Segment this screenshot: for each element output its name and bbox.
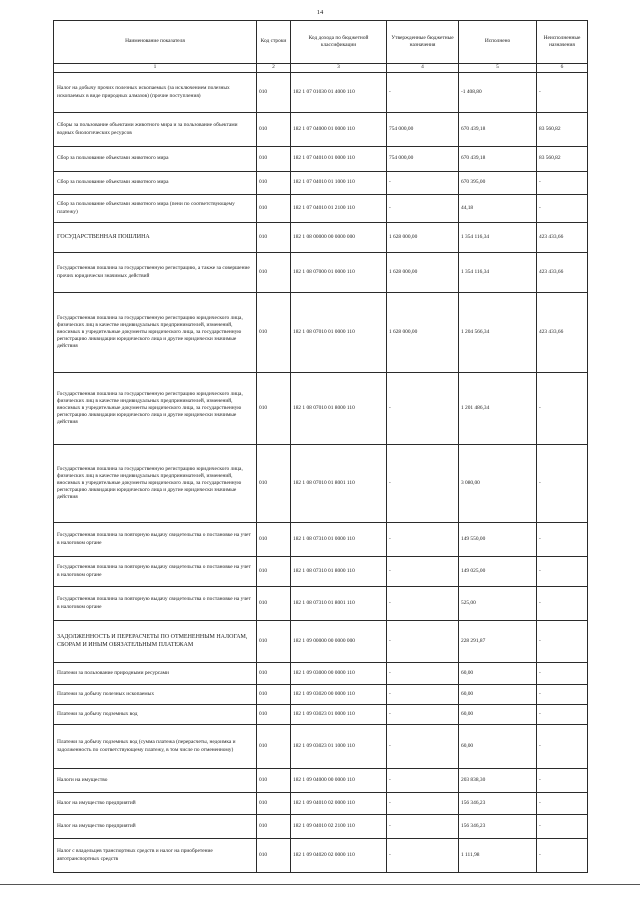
row-unexecuted: - — [537, 815, 588, 839]
header-approved: Утвержденные бюджетные назначения — [387, 21, 459, 64]
row-unexecuted: - — [537, 725, 588, 769]
row-name: Платежи за добычу подземных вод (сумма платежа (перерасчеты, недоимка и задолженность по соответствующему платежу, в том числе по отмененному) — [54, 725, 257, 769]
page-number: 14 — [316, 9, 324, 16]
row-approved: - — [387, 523, 459, 557]
row-approved: - — [387, 373, 459, 445]
row-income-code: 182 1 08 00000 00 0000 000 — [291, 223, 387, 253]
row-approved: - — [387, 705, 459, 725]
row-line-code: 010 — [257, 73, 291, 113]
row-executed: 670 439,18 — [459, 147, 537, 172]
row-approved: 1 628 000,00 — [387, 293, 459, 373]
row-executed: -1 408,80 — [459, 73, 537, 113]
row-line-code: 010 — [257, 557, 291, 587]
row-income-code: 182 1 07 04000 01 0000 110 — [291, 113, 387, 147]
row-line-code: 010 — [257, 793, 291, 815]
row-executed: 228 291,87 — [459, 621, 537, 663]
row-approved: 754 000,00 — [387, 113, 459, 147]
row-line-code: 010 — [257, 705, 291, 725]
header-executed: Исполнено — [459, 21, 537, 64]
row-line-code: 010 — [257, 223, 291, 253]
row-name: Налог на имущество предприятий — [54, 793, 257, 815]
row-income-code: 182 1 08 07010 01 0000 110 — [291, 293, 387, 373]
row-income-code: 182 1 07 04010 01 1000 110 — [291, 172, 387, 195]
table-row — [54, 195, 588, 223]
row-approved: - — [387, 557, 459, 587]
row-approved: - — [387, 725, 459, 769]
table-row — [54, 73, 588, 113]
column-number: 3 — [291, 64, 387, 73]
row-name: Сбор за пользование объектами животного мира (пени по соответствующему платежу) — [54, 195, 257, 223]
row-approved: - — [387, 685, 459, 705]
row-executed: 60,00 — [459, 663, 537, 685]
row-line-code: 010 — [257, 195, 291, 223]
row-income-code: 182 1 08 07310 01 8001 110 — [291, 587, 387, 621]
table-row — [54, 793, 588, 815]
row-income-code: 182 1 07 04010 01 0000 110 — [291, 147, 387, 172]
row-income-code: 182 1 09 04010 02 0000 110 — [291, 793, 387, 815]
row-executed: 149 550,00 — [459, 523, 537, 557]
row-executed: 156 346,23 — [459, 815, 537, 839]
row-line-code: 010 — [257, 839, 291, 873]
row-approved: - — [387, 195, 459, 223]
table-row — [54, 113, 588, 147]
row-executed: 1 354 116,34 — [459, 223, 537, 253]
row-income-code: 182 1 09 04020 02 0000 110 — [291, 839, 387, 873]
table-row — [54, 557, 588, 587]
table-row — [54, 621, 588, 663]
row-name: Государственная пошлина за повторную выдачу свидетельства о постановке на учет в налоговом органе — [54, 587, 257, 621]
table-row — [54, 253, 588, 293]
row-income-code: 182 1 09 00000 00 0000 000 — [291, 621, 387, 663]
row-approved: - — [387, 445, 459, 523]
row-name: Государственная пошлина за государственную регистрацию юридического лица, физических лиц в качестве индивидуальных предпринимателей, изменений, вносимых в учредительные документы юридического лица, за государственную регистрацию ликвидации юридического лица и другие юридически значимые действия — [54, 293, 257, 373]
footer-divider — [0, 884, 640, 885]
row-unexecuted: - — [537, 73, 588, 113]
row-unexecuted: - — [537, 839, 588, 873]
column-number: 4 — [387, 64, 459, 73]
column-number-row — [54, 64, 588, 73]
row-name: Сбор за пользование объектами животного мира — [54, 172, 257, 195]
row-name: Сбор за пользование объектами животного мира — [54, 147, 257, 172]
row-unexecuted: - — [537, 705, 588, 725]
table-row — [54, 523, 588, 557]
row-unexecuted: - — [537, 663, 588, 685]
row-approved: 1 628 000,00 — [387, 253, 459, 293]
row-income-code: 182 1 09 04010 02 2100 110 — [291, 815, 387, 839]
row-executed: 149 025,00 — [459, 557, 537, 587]
table-row — [54, 725, 588, 769]
row-name: Государственная пошлина за государственную регистрацию юридического лица, физических лиц в качестве индивидуальных предпринимателей, изменений, вносимых в учредительные документы юридического лица, за государственную регистрацию ликвидации юридического лица и другие юридически значимые действия — [54, 373, 257, 445]
row-income-code: 182 1 08 07010 01 8000 110 — [291, 373, 387, 445]
row-line-code: 010 — [257, 373, 291, 445]
row-line-code: 010 — [257, 685, 291, 705]
row-executed: 44,18 — [459, 195, 537, 223]
row-name: Налог с владельцев транспортных средств и налог на приобретение автотранспортных средств — [54, 839, 257, 873]
row-approved: 754 000,00 — [387, 147, 459, 172]
row-income-code: 182 1 09 03020 00 0000 110 — [291, 685, 387, 705]
table-row — [54, 769, 588, 793]
column-number: 2 — [257, 64, 291, 73]
table-row — [54, 685, 588, 705]
row-executed: 670 395,00 — [459, 172, 537, 195]
row-line-code: 010 — [257, 113, 291, 147]
row-name: Государственная пошлина за государственную регистрацию юридического лица, физических лиц в качестве индивидуальных предпринимателей, изменений, вносимых в учредительные документы юридического лица, за государственную регистрацию ликвидации юридического лица и другие юридически значимые действия — [54, 445, 257, 523]
row-executed: 670 439,18 — [459, 113, 537, 147]
row-approved: - — [387, 793, 459, 815]
row-name: Государственная пошлина за повторную выдачу свидетельства о постановке на учет в налоговом органе — [54, 557, 257, 587]
row-executed: 1 201 486,34 — [459, 373, 537, 445]
row-line-code: 010 — [257, 621, 291, 663]
row-income-code: 182 1 09 03000 00 0000 110 — [291, 663, 387, 685]
column-number: 5 — [459, 64, 537, 73]
row-line-code: 010 — [257, 293, 291, 373]
row-approved: - — [387, 621, 459, 663]
row-income-code: 182 1 08 07010 01 8001 110 — [291, 445, 387, 523]
row-approved: - — [387, 587, 459, 621]
row-unexecuted: 83 560,82 — [537, 147, 588, 172]
table-row — [54, 445, 588, 523]
row-line-code: 010 — [257, 725, 291, 769]
row-name: Государственная пошлина за государственную регистрацию, а также за совершение прочих юридически значимых действий — [54, 253, 257, 293]
row-approved: - — [387, 839, 459, 873]
row-name: Государственная пошлина за повторную выдачу свидетельства о постановке на учет в налоговом органе — [54, 523, 257, 557]
row-executed: 1 354 116,34 — [459, 253, 537, 293]
row-unexecuted: - — [537, 793, 588, 815]
budget-execution-table — [53, 20, 588, 873]
row-approved: - — [387, 815, 459, 839]
row-income-code: 182 1 07 01030 01 4000 110 — [291, 73, 387, 113]
row-unexecuted: - — [537, 195, 588, 223]
row-executed: 156 346,23 — [459, 793, 537, 815]
row-line-code: 010 — [257, 445, 291, 523]
table-row — [54, 172, 588, 195]
row-unexecuted: 423 433,66 — [537, 223, 588, 253]
row-approved: 1 628 000,00 — [387, 223, 459, 253]
table-row — [54, 147, 588, 172]
header-line-code: Код строки — [257, 21, 291, 64]
row-income-code: 182 1 08 07310 01 0000 110 — [291, 523, 387, 557]
row-executed: 3 080,00 — [459, 445, 537, 523]
row-name: ГОСУДАРСТВЕННАЯ ПОШЛИНА — [54, 223, 257, 253]
row-unexecuted: - — [537, 373, 588, 445]
row-name: Налог на имущество предприятий — [54, 815, 257, 839]
row-executed: 1 204 566,34 — [459, 293, 537, 373]
row-unexecuted: - — [537, 172, 588, 195]
table-row — [54, 293, 588, 373]
table-row — [54, 587, 588, 621]
row-unexecuted: - — [537, 557, 588, 587]
column-number: 6 — [537, 64, 588, 73]
row-line-code: 010 — [257, 172, 291, 195]
table-row — [54, 705, 588, 725]
header-indicator-name: Наименование показателя — [54, 21, 257, 64]
row-line-code: 010 — [257, 523, 291, 557]
row-name: Сборы за пользование объектами животного мира и за пользование объектами водных биологических ресурсов — [54, 113, 257, 147]
row-approved: - — [387, 769, 459, 793]
row-line-code: 010 — [257, 769, 291, 793]
table-header-row — [54, 21, 588, 64]
row-unexecuted: 423 433,66 — [537, 293, 588, 373]
row-unexecuted: - — [537, 685, 588, 705]
column-number: 1 — [54, 64, 257, 73]
row-executed: 60,00 — [459, 705, 537, 725]
table-row — [54, 223, 588, 253]
row-executed: 525,00 — [459, 587, 537, 621]
row-executed: 60,00 — [459, 685, 537, 705]
row-line-code: 010 — [257, 587, 291, 621]
table-row — [54, 815, 588, 839]
row-income-code: 182 1 08 07000 01 0000 110 — [291, 253, 387, 293]
header-unexecuted: Неисполненные назначения — [537, 21, 588, 64]
table-row — [54, 663, 588, 685]
row-unexecuted: - — [537, 621, 588, 663]
row-line-code: 010 — [257, 815, 291, 839]
row-unexecuted: - — [537, 769, 588, 793]
row-executed: 60,00 — [459, 725, 537, 769]
row-name: Платежи за добычу подземных вод — [54, 705, 257, 725]
row-unexecuted: 423 433,66 — [537, 253, 588, 293]
table-row — [54, 839, 588, 873]
row-income-code: 182 1 07 04010 01 2100 110 — [291, 195, 387, 223]
row-approved: - — [387, 663, 459, 685]
row-executed: 203 838,30 — [459, 769, 537, 793]
row-name: Платежи за добычу полезных ископаемых — [54, 685, 257, 705]
row-income-code: 182 1 09 03023 01 0000 110 — [291, 705, 387, 725]
row-name: Налог на добычу прочих полезных ископаемых (за исключением полезных ископаемых в виде природных алмазов) (прочие поступления) — [54, 73, 257, 113]
row-name: Налоги на имущество — [54, 769, 257, 793]
row-unexecuted: 83 560,82 — [537, 113, 588, 147]
row-unexecuted: - — [537, 587, 588, 621]
table-row — [54, 373, 588, 445]
header-income-code: Код дохода по бюджетной классификации — [291, 21, 387, 64]
row-name: Платежи за пользование природными ресурсами — [54, 663, 257, 685]
row-unexecuted: - — [537, 445, 588, 523]
row-income-code: 182 1 08 07310 01 8000 110 — [291, 557, 387, 587]
row-income-code: 182 1 09 03023 01 1000 110 — [291, 725, 387, 769]
row-name: ЗАДОЛЖЕННОСТЬ И ПЕРЕРАСЧЕТЫ ПО ОТМЕНЕННЫМ НАЛОГАМ, СБОРАМ И ИНЫМ ОБЯЗАТЕЛЬНЫМ ПЛАТЕЖАМ — [54, 621, 257, 663]
row-approved: - — [387, 172, 459, 195]
row-executed: 1 111,98 — [459, 839, 537, 873]
row-line-code: 010 — [257, 253, 291, 293]
row-line-code: 010 — [257, 147, 291, 172]
row-line-code: 010 — [257, 663, 291, 685]
row-income-code: 182 1 09 04000 00 0000 110 — [291, 769, 387, 793]
row-approved: - — [387, 73, 459, 113]
row-unexecuted: - — [537, 523, 588, 557]
